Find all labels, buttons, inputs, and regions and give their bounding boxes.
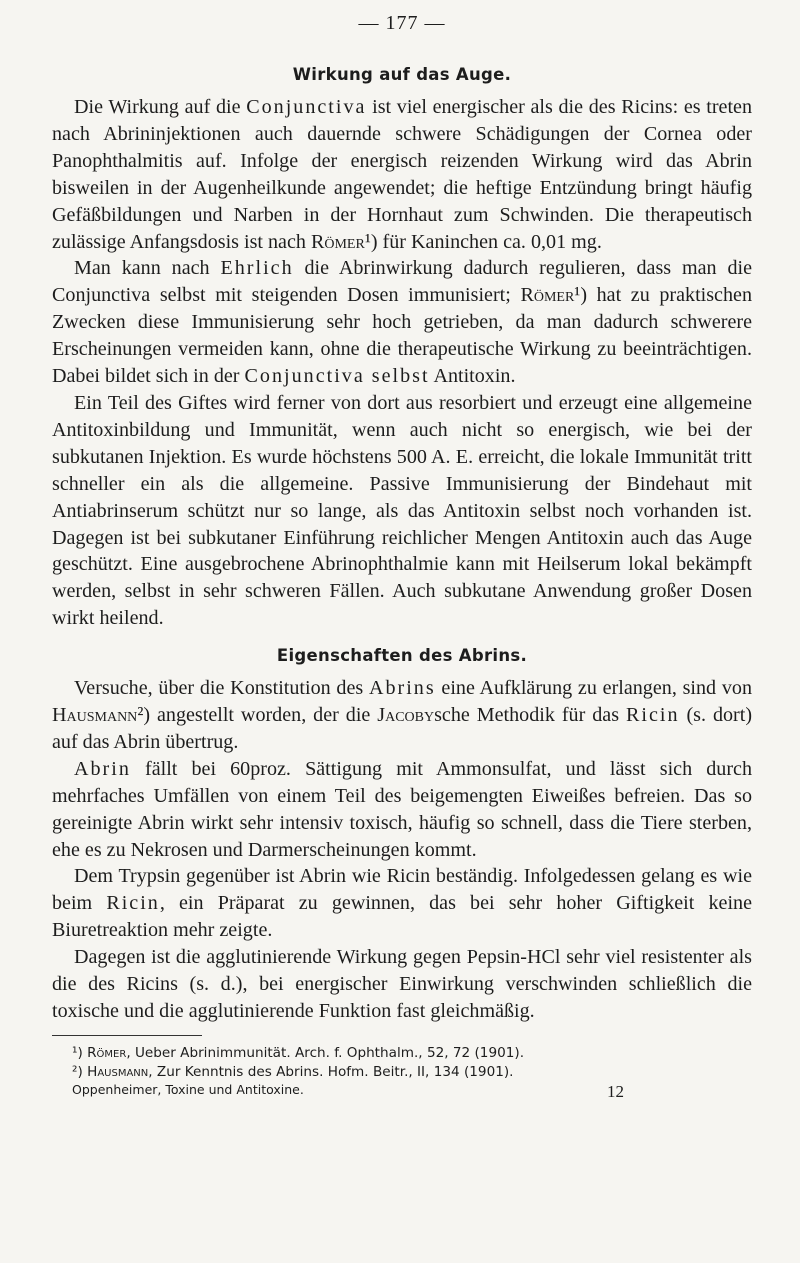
- text: ) angestellt worden, der die: [143, 704, 378, 727]
- text-spaced: Conjunctiva: [246, 96, 367, 118]
- section-heading-wirkung: Wirkung auf das Auge.: [292, 65, 512, 84]
- footnote-ref: ¹: [574, 284, 581, 307]
- page-footer: [52, 1082, 752, 1102]
- author-name: Römer: [87, 1044, 127, 1061]
- text: (s. dort) auf das Abrin übertrug.: [52, 704, 753, 753]
- author-name: Römer: [520, 284, 575, 307]
- text: fällt bei 60proz. Sättigung mit Ammonsulfat, und lässt sich durch mehrfaches Umfällen von einem Teil des beigemengten Eiweißes befreien. Das so gereinigte Abrin wirkt sehr intensiv toxisch, häufig so schnell, dass die Tiere sterben, ehe es zu Nekrosen und Darmerscheinungen kommt.: [52, 757, 752, 861]
- page: [52, 12, 752, 1102]
- footnote-ref: ¹: [364, 230, 371, 253]
- section-heading-eigenschaften: Eigenschaften des Abrins.: [276, 646, 528, 666]
- author-name: Jacoby: [377, 704, 435, 727]
- paragraph-5: [52, 756, 752, 864]
- page-number: — 177 —: [358, 12, 446, 34]
- text-spaced: Abrins: [368, 677, 436, 700]
- text: ist viel energischer als die des Ricins: es treten nach Abrininjektionen auch dauernde schwere Schädigungen der Cornea oder Panophthalmitis auf. Infolge der energisch reizenden Wirkung wird das Abrin bisweilen in der Augenheilkunde angewendet; die heftige Entzündung bringt häufig Gefäßbildungen und Narben in der Hornhaut zum Schwinden. Die therapeutisch zulässige Anfangsdosis ist nach: [52, 96, 752, 253]
- footnote-divider: [52, 1035, 202, 1036]
- text-spaced: Ehrlich: [220, 257, 294, 280]
- paragraph-7: Dagegen ist die agglutinierende Wirkung gegen Pepsin-HCl sehr viel resistenter als die des Ricins (s. d.), bei energischer Einwirkung verschwinden schließlich die toxische und die agglutinierende Funktion fast gleichmäßig.: [52, 946, 752, 1022]
- text: die Abrinwirkung dadurch regulieren, dass man die Conjunctiva selbst mit steigenden Dosen immunisiert;: [52, 257, 752, 307]
- author-name: Römer: [310, 230, 365, 253]
- author-name: Hausmann: [87, 1063, 149, 1080]
- text-spaced: Ricin: [625, 704, 680, 727]
- text: Man kann nach: [74, 257, 221, 280]
- text-spaced: Abrin: [74, 757, 131, 780]
- paragraph-1: [52, 94, 752, 255]
- paragraph-6: [52, 863, 752, 944]
- text: Versuche, über die Konstitution des: [74, 677, 369, 700]
- text: ) hat zu praktischen Zwecken diese Immunisierung sehr hoch getrieben, da man dadurch schwerere Erscheinungen vermeiden kann, ohne die therapeutische Wirkung zu beeinträchtigen. Dabei bildet sich in der: [52, 284, 752, 388]
- text-spaced: Conjunctiva selbst: [244, 365, 430, 388]
- footnote-mark: ¹): [72, 1044, 83, 1061]
- text: Dem Trypsin gegenüber ist Abrin wie Ricin beständig. Infolgedessen gelang es wie beim: [52, 865, 752, 915]
- author-name: Hausmann: [52, 704, 138, 727]
- footnote-text: , Ueber Abrinimmunität. Arch. f. Ophthalm., 52, 72 (1901).: [126, 1044, 525, 1061]
- footnote-1: [52, 1044, 752, 1063]
- text: sche Methodik für das: [434, 704, 626, 727]
- text: Antitoxin.: [429, 365, 516, 388]
- text: , ein Präparat zu gewinnen, das bei sehr hoher Giftigkeit keine Biuretreaktion mehr zeigte.: [52, 892, 752, 942]
- text-spaced: Ricin: [106, 892, 160, 915]
- text: eine Aufklärung zu erlangen, sind von: [435, 677, 752, 700]
- paragraph-3: Ein Teil des Giftes wird ferner von dort aus resorbiert und erzeugt eine allgemeine Antitoxinbildung und Immunität, wenn auch nicht so energisch, wie bei der subkutanen Injektion. Es wurde höchstens 500 A. E. erreicht, die lokale Immunität tritt schneller ein als die allgemeine. Passive Immunisierung der Bindehaut mit Antiabrinserum schützt nur so lange, als das Antitoxin selbst noch vorhanden ist. Dagegen ist bei subkutaner Einführung reichlicher Mengen Antitoxin auch das Auge geschützt. Eine ausgebrochene Abrinophthalmie kann mit Heilserum lokal bekämpft werden, selbst in sehr schweren Fällen. Auch subkutane Anwendung großer Dosen wirkt heilend.: [52, 391, 752, 630]
- footnote-2: [52, 1063, 752, 1082]
- footnote-text: , Zur Kenntnis des Abrins. Hofm. Beitr., II, 134 (1901).: [148, 1063, 514, 1080]
- footnote-mark: ²): [72, 1063, 83, 1080]
- paragraph-4: [52, 675, 752, 756]
- paragraph-2: [52, 255, 752, 390]
- footnote-ref: ²: [137, 704, 144, 727]
- signature-mark: 12: [607, 1081, 624, 1101]
- text: ) für Kaninchen ca. 0,01 mg.: [370, 230, 602, 253]
- footer-book-title: Oppenheimer, Toxine und Antitoxine.: [72, 1081, 304, 1097]
- text: Die Wirkung auf die: [74, 96, 247, 118]
